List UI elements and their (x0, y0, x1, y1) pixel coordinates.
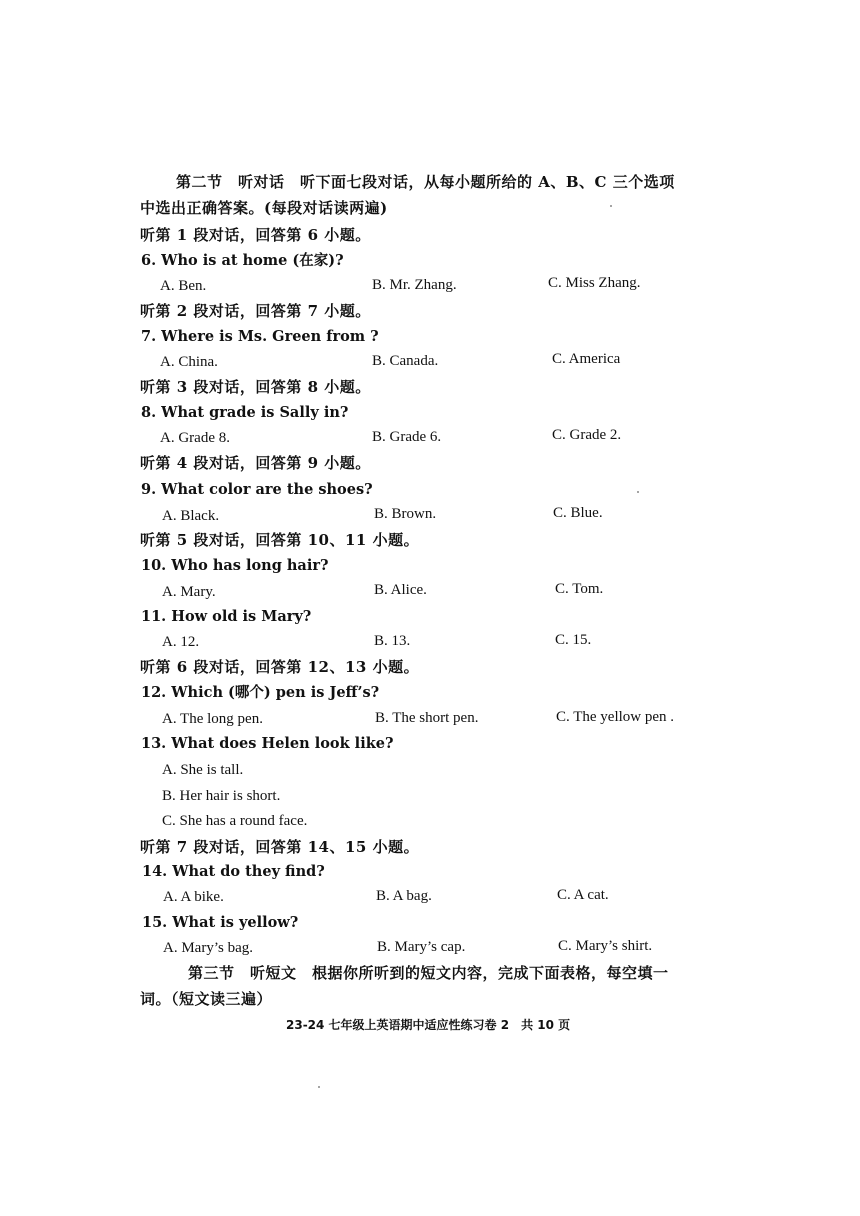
question-10-option-c: C. Tom. (555, 581, 604, 597)
question-14-option-c: C. A cat. (557, 887, 609, 903)
question-6-option-b: B. Mr. Zhang. (372, 277, 457, 293)
question-6-stem: 6. Who is at home (在家)? (141, 252, 344, 269)
dialogue-2-instruction: 听第 2 段对话，回答第 7 小题。 (140, 302, 371, 320)
question-15-option-b: B. Mary’s cap. (377, 939, 466, 955)
dialogue-5-instruction: 听第 5 段对话，回答第 10、11 小题。 (140, 531, 420, 549)
question-10-stem: 10. Who has long hair? (141, 557, 329, 574)
dialogue-4-instruction: 听第 4 段对话，回答第 9 小题。 (140, 454, 371, 472)
question-6-option-c: C. Miss Zhang. (548, 275, 641, 291)
section2-title-line1: 第二节 听对话 听下面七段对话，从每小题所给的 A、B、C 三个选项 (176, 173, 675, 191)
question-15-option-a: A. Mary’s bag. (163, 940, 253, 956)
scan-speck (610, 205, 612, 207)
question-11-option-c: C. 15. (555, 632, 592, 648)
question-12-option-c: C. The yellow pen . (556, 709, 675, 725)
question-7-option-c: C. America (552, 351, 621, 367)
question-11-option-b: B. 13. (374, 633, 411, 649)
dialogue-6-instruction: 听第 6 段对话，回答第 12、13 小题。 (140, 658, 420, 676)
question-11-stem: 11. How old is Mary? (141, 608, 312, 625)
question-12-stem: 12. Which (哪个) pen is Jeff’s? (141, 684, 380, 701)
section2-title-line2: 中选出正确答案。(每段对话读两遍) (140, 199, 388, 217)
question-8-option-c: C. Grade 2. (552, 427, 622, 443)
question-8-option-a: A. Grade 8. (160, 430, 230, 446)
question-9-stem: 9. What color are the shoes? (141, 481, 373, 498)
question-15-stem: 15. What is yellow? (142, 914, 299, 931)
question-6-option-a: A. Ben. (160, 278, 207, 294)
dialogue-3-instruction: 听第 3 段对话，回答第 8 小题。 (140, 378, 371, 396)
question-13-option-b: B. Her hair is short. (162, 788, 281, 804)
scan-speck (318, 1086, 320, 1088)
question-12-option-a: A. The long pen. (162, 711, 263, 727)
question-15-option-c: C. Mary’s shirt. (558, 938, 653, 954)
question-13-option-c: C. She has a round face. (162, 813, 308, 829)
question-7-option-a: A. China. (160, 354, 218, 370)
question-9-option-c: C. Blue. (553, 505, 603, 521)
question-13-option-a: A. She is tall. (162, 762, 244, 778)
question-13-stem: 13. What does Helen look like? (141, 735, 394, 752)
question-10-option-a: A. Mary. (162, 584, 216, 600)
question-7-option-b: B. Canada. (372, 353, 439, 369)
question-9-option-b: B. Brown. (374, 506, 437, 522)
dialogue-1-instruction: 听第 1 段对话，回答第 6 小题。 (140, 226, 371, 244)
question-8-stem: 8. What grade is Sally in? (141, 404, 349, 421)
scan-speck (637, 491, 639, 493)
question-14-stem: 14. What do they find? (142, 863, 325, 880)
dialogue-7-instruction: 听第 7 段对话，回答第 14、15 小题。 (140, 838, 420, 856)
question-7-stem: 7. Where is Ms. Green from ? (141, 328, 379, 345)
question-14-option-b: B. A bag. (376, 888, 432, 904)
section3-title-line2: 词。（短文读三遍） (140, 990, 273, 1008)
question-12-option-b: B. The short pen. (375, 710, 479, 726)
section3-title-line1: 第三节 听短文 根据你所听到的短文内容，完成下面表格，每空填一 (188, 964, 669, 982)
question-11-option-a: A. 12. (162, 634, 200, 650)
question-14-option-a: A. A bike. (163, 889, 224, 905)
question-10-option-b: B. Alice. (374, 582, 427, 598)
page-footer: 23-24 七年级上英语期中适应性练习卷 2 共 10 页 (286, 1018, 571, 1032)
question-9-option-a: A. Black. (162, 508, 220, 524)
question-8-option-b: B. Grade 6. (372, 429, 442, 445)
